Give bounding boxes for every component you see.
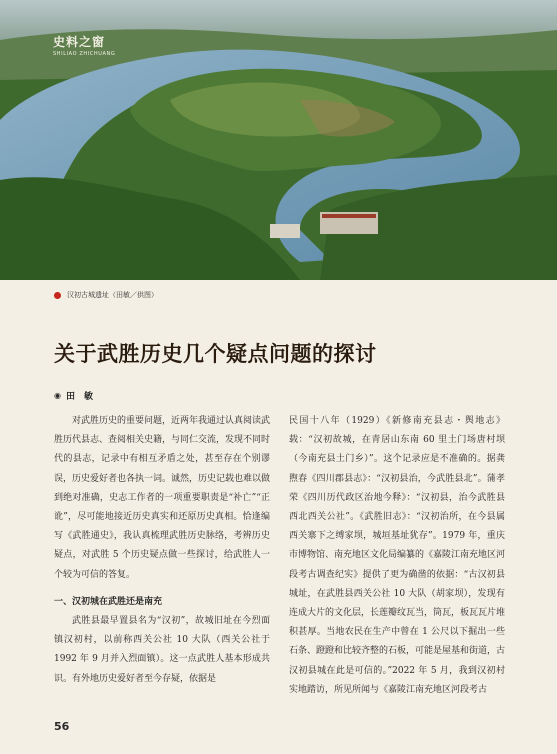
aerial-photo: [0, 0, 557, 280]
author-bullet-icon: ◉: [54, 391, 61, 400]
red-dot-icon: [54, 292, 61, 299]
caption-text: 汉初古城遗址（田敏／供图）: [67, 291, 158, 299]
author-name: 田 敏: [65, 392, 93, 402]
author-line: [54, 389, 93, 402]
continued-paragraph: 民国十八年（1929）《新修南充县志・舆地志》载：“汉初故城，在青居山东南 60 里土门场唐村坝（今南充县土门乡）”。这个记录应是不准确的。据龚煦春《四川郡县志》：“汉初县治，今武胜县北”。蒲孝荣《四川历代政区治地今释》：“汉初县，治今武胜县西北西关公社”。《武胜旧志》：“汉初治所，在今县属西关寨下之缚家坝，城垣基址犹存”。1979 年，重庆市博物馆、南充地区文化局编纂的《嘉陵江南充地区河段考古调查纪实》提供了更为确凿的依据：“古汉初县城址，在武胜县西关公社 10 大队（胡家坝），发现有连成大片的文化层，长莲瓣纹瓦当，筒瓦，板瓦瓦片堆积甚厚。当地农民在生产中曾在 1 公尺以下掘出一些石条、蹬蹬和比较齐整的石板，可能是屋基和街道，古汉初县城在此是可信的。”2022 年 5 月，我到汉初村实地踏访，所见所闻与《嘉陵江南充地区河段考古: [289, 416, 506, 695]
section-heading: 一、汉初城在武胜还是南充: [54, 596, 163, 607]
section-paragraph: 武胜县最早置县名为“汉初”，故城旧址在今烈面镇汉初村，以前称西关公社 10 大队（西关公社于 1992 年 9 月并入烈面镇）。这一点武胜人基本形成共识。有外地历史爱好者至今存疑，依据是: [54, 616, 270, 684]
intro-paragraph: 对武胜历史的重要问题，近两年我通过认真阅读武胜历代县志、查阅相关史籍，与同仁交流，发现不同时代的县志，记录中有相互矛盾之处，甚至存在个别谬误，历史爱好者也各执一词。诚然，历史记载也难以做到绝对准确，史志工作者的一项重要职责是“补亡”“正讹”，尽可能地接近历史真实和还原历史真相。恰逢编写《武胜通史》，我认真梳理武胜历史脉络，考辨历史疑点，对武胜 5 个历史疑点做一些探讨，给武胜人一个较为可信的答复。: [54, 416, 271, 580]
photo-caption: [54, 290, 158, 300]
left-column: [54, 412, 270, 689]
section-masthead: [53, 33, 115, 57]
right-column: [289, 412, 505, 700]
article-title: 关于武胜历史几个疑点问题的探讨: [54, 342, 377, 366]
section-title-en: SHILIAO ZHICHUANG: [53, 51, 116, 57]
page-number: 56: [54, 720, 70, 733]
section-title: 史料之窗: [53, 35, 106, 49]
